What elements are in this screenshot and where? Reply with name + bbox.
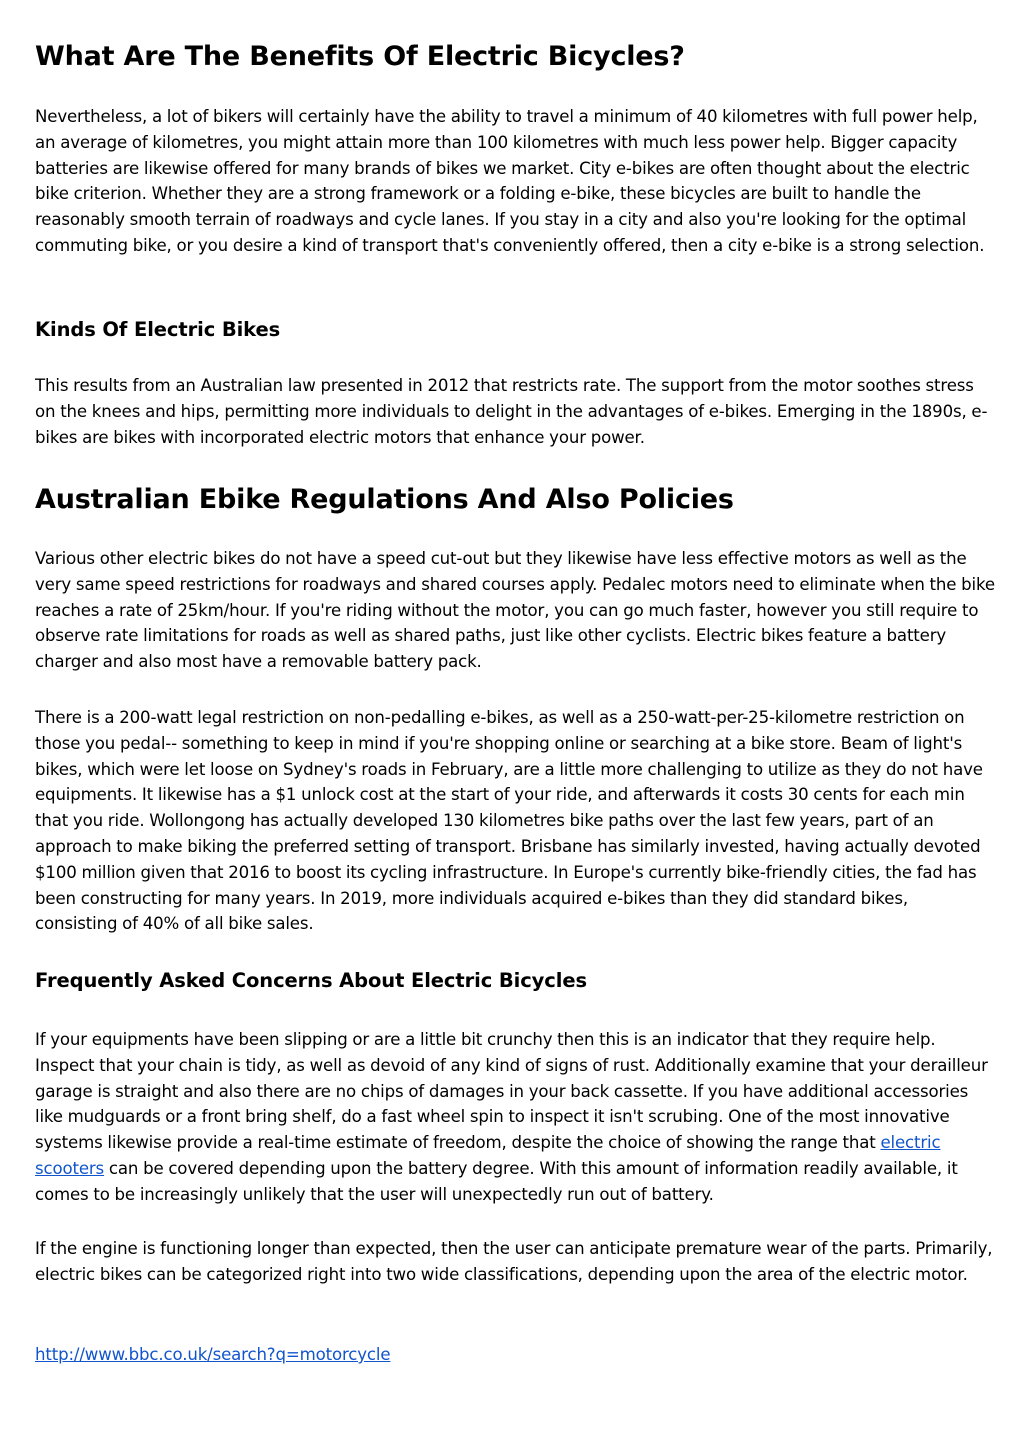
paragraph-regulations-2: There is a 200-watt legal restriction on non-pedalling e-bikes, as well as a 250-watt-per-25-kilometre restriction on those you pedal-- something to keep in mind if you're shopping online or searching at a bike store. Beam of light's bikes, which were let loose on Sydney's roads in February, are a little more challenging to utilize as they do not have equipments. It likewise has a $1 unlock cost at the start of your ride, and afterwards it costs 30 cents for each min that you ride. Wollongong has actually developed 130 kilometres bike paths over the last few years, part of an approach to make biking the preferred setting of transport. Brisbane has similarly invested, having actually devoted $100 million given that 2016 to boost its cycling infrastructure. In Europe's currently bike-friendly cities, the fad has been constructing for many years. In 2019, more individuals acquired e-bikes than they did standard bikes, consisting of 40% of all bike sales. <box>35 708 983 934</box>
paragraph-intro: Nevertheless, a lot of bikers will certainly have the ability to travel a minimum of 40 kilometres with full power help, an average of kilometres, you might attain more than 100 kilometres with much less power help. Bigger capacity batteries are likewise offered for many brands of bikes we market. City e-bikes are often thought about the electric bike criterion. Whether they are a strong framework or a folding e-bike, these bicycles are built to handle the reasonably smooth terrain of roadways and cycle lanes. If you stay in a city and also you're looking for the optimal commuting bike, or you desire a kind of transport that's conveniently offered, then a city e-bike is a strong selection. <box>35 107 985 255</box>
paragraph-faq-1-text-end: can be covered depending upon the battery degree. With this amount of information readily available, it comes to be increasingly unlikely that the user will unexpectedly run out of battery. <box>35 1158 958 1204</box>
article-title: What Are The Benefits Of Electric Bicycles? <box>35 41 685 72</box>
paragraph-kinds: This results from an Australian law presented in 2012 that restricts rate. The support from the motor soothes stress on the knees and hips, permitting more individuals to delight in the advantages of e-bikes. Emerging in the 1890s, e-bikes are bikes with incorporated electric motors that enhance your power. <box>35 376 988 447</box>
paragraph-faq-1 <box>35 1027 995 1208</box>
section-title-regulations: Australian Ebike Regulations And Also Policies <box>35 484 734 515</box>
paragraph-regulations-1: Various other electric bikes do not have a speed cut-out but they likewise have less effective motors as well as the very same speed restrictions for roadways and shared courses apply. Pedalec motors need to eliminate when the bike reaches a rate of 25km/hour. If you're riding without the motor, you can go much faster, however you still require to observe rate limitations for roads as well as shared paths, just like other cyclists. Electric bikes feature a battery charger and also most have a removable battery pack. <box>35 549 995 672</box>
section-heading-faq: Frequently Asked Concerns About Electric Bicycles <box>35 969 587 992</box>
paragraph-faq-2: If the engine is functioning longer than expected, then the user can anticipate premature wear of the parts. Primarily, electric bikes can be categorized right into two wide classifications, depending upon the area of the electric motor. <box>35 1239 993 1284</box>
section-heading-kinds: Kinds Of Electric Bikes <box>35 318 281 341</box>
bbc-reference-link[interactable]: http://www.bbc.co.uk/search?q=motorcycle <box>35 1345 391 1364</box>
reference-link-container <box>35 1342 390 1368</box>
electric-scooters-link[interactable]: electric scooters <box>35 1133 941 1178</box>
paragraph-faq-1-text-start: If your equipments have been slipping or are a little bit crunchy then this is an indicator that they require help. Inspect that your chain is tidy, as well as devoid of any kind of signs of rust. Additionally examine that your derailleur garage is straight and also there are no chips of damages in your back cassette. If you have additional accessories like mudguards or a front bring shelf, do a fast wheel spin to inspect it isn't scrubing. One of the most innovative systems likewise provide a real-time estimate of freedom, despite the choice of showing the range that <box>35 1030 988 1153</box>
